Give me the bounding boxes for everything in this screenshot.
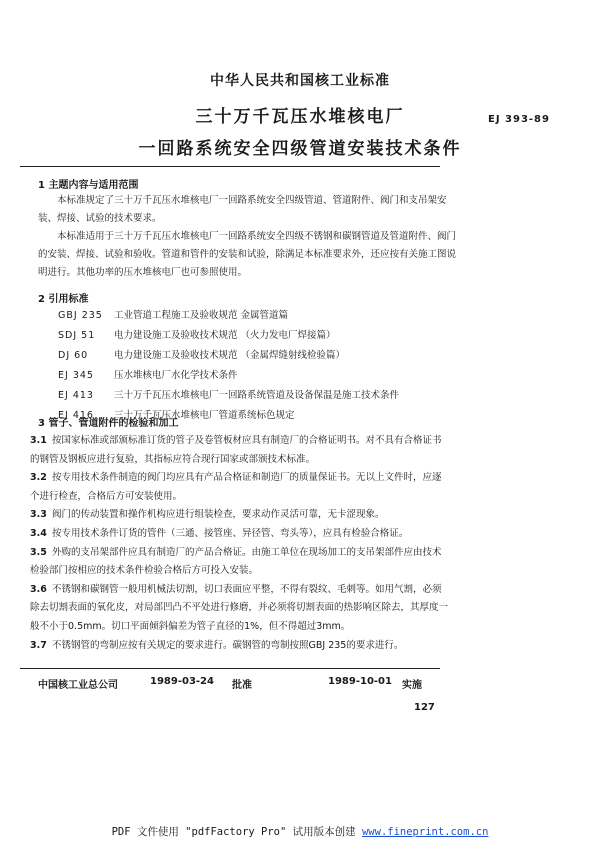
reference-list — [58, 306, 399, 426]
clause-3-5: 3.5 外购的支吊架部件应具有制造厂的产品合格证。由施工单位在现场加工的支吊架部件应由技术检验部门按相应的技术条件检验合格后方可投入安装。 — [30, 546, 442, 577]
section-1-paragraph-2: 本标准适用于三十万千瓦压水堆核电厂一回路系统安全四级不锈钢和碳钢管道及管道附件、阀门的安装、焊接、试验和验收。管道和管件的安装和试验，除满足本标准要求外，还应按有关施工图说明进行。其他功率的压水堆核电厂也可参照使用。 — [38, 231, 457, 278]
effective-date: 1989-10-01 — [328, 676, 392, 687]
document-title-line1: 三十万千瓦压水堆核电厂 — [195, 107, 405, 127]
effective-label: 实施 — [402, 680, 422, 691]
reference-item: SDJ 51 电力建设施工及验收技术规范 （火力发电厂焊接篇） — [58, 330, 336, 341]
approved-date: 1989-03-24 — [150, 676, 214, 687]
pdf-watermark-text: PDF 文件使用 "pdfFactory Pro" 试用版本创建 — [111, 826, 362, 838]
page-number: 127 — [414, 702, 435, 713]
clause-list — [30, 432, 450, 655]
standard-code: EJ 393-89 — [488, 114, 550, 125]
reference-item: DJ 60 电力建设施工及验收技术规范 （金属焊缝射线检验篇） — [58, 350, 346, 361]
footer-rule — [20, 668, 440, 669]
issuer: 中国核工业总公司 — [38, 680, 118, 691]
clause-3-6: 3.6 不锈钢和碳钢管一般用机械法切割，切口表面应平整，不得有裂纹、毛刺等。如用气割，必须除去切割表面的氧化皮，对局部凹凸不平处进行修磨，并必须将切割表面的热影响区除去，其厚度一般不小于0.5mm。切口平面倾斜偏差为管子直径的1%，但不得超过3mm。 — [30, 583, 449, 632]
clause-3-3: 3.3 阀门的传动装置和操作机构应进行组装检查，要求动作灵活可靠，无卡涩现象。 — [30, 509, 385, 521]
section-1-paragraph-1: 本标准规定了三十万千瓦压水堆核电厂一回路系统安全四级管道、管道附件、阀门和支吊架安装、焊接、试验的技术要求。 — [38, 195, 447, 224]
reference-item: EJ 416 三十万千瓦压水堆核电厂管道系统标色规定 — [58, 410, 295, 421]
approved-label: 批准 — [232, 680, 252, 691]
reference-item: EJ 413 三十万千瓦压水堆核电厂一回路系统管道及设备保温是施工技术条件 — [58, 390, 400, 401]
document-title-line2: 一回路系统安全四级管道安装技术条件 — [138, 139, 462, 159]
clause-3-4: 3.4 按专用技术条件订货的管件（三通、接管座、异径管、弯头等），应具有检验合格证。 — [30, 527, 409, 539]
section-3-heading: 3 管子、管道附件的检验和加工 — [38, 418, 179, 429]
clause-3-1: 3.1 按国家标准或部颁标准订货的管子及卷管板材应具有制造厂的合格证明书。对不具有合格证书的钢管及钢板应进行复验，其指标应符合现行国家或部颁技术标准。 — [30, 435, 442, 465]
reference-item: EJ 345 压水堆核电厂水化学技术条件 — [58, 370, 238, 381]
header-rule — [20, 166, 440, 167]
section-1-heading: 1 主题内容与适用范围 — [38, 180, 139, 191]
clause-3-2: 3.2 按专用技术条件制造的阀门均应具有产品合格证和制造厂的质量保证书。无以上文件时，应逐个进行检查，合格后方可安装使用。 — [30, 472, 442, 502]
reference-item: GBJ 235 工业管道工程施工及验收规范 金属管道篇 — [58, 310, 289, 321]
clause-3-7: 3.7 不锈钢管的弯制应按有关规定的要求进行。碳钢管的弯制按照GBJ 235的要求进行。 — [30, 639, 404, 651]
pdf-watermark-bar — [0, 824, 600, 839]
issuing-authority: 中华人民共和国核工业标准 — [210, 73, 390, 89]
fineprint-link[interactable]: www.fineprint.com.cn — [361, 826, 489, 838]
section-2-heading: 2 引用标准 — [38, 294, 89, 305]
